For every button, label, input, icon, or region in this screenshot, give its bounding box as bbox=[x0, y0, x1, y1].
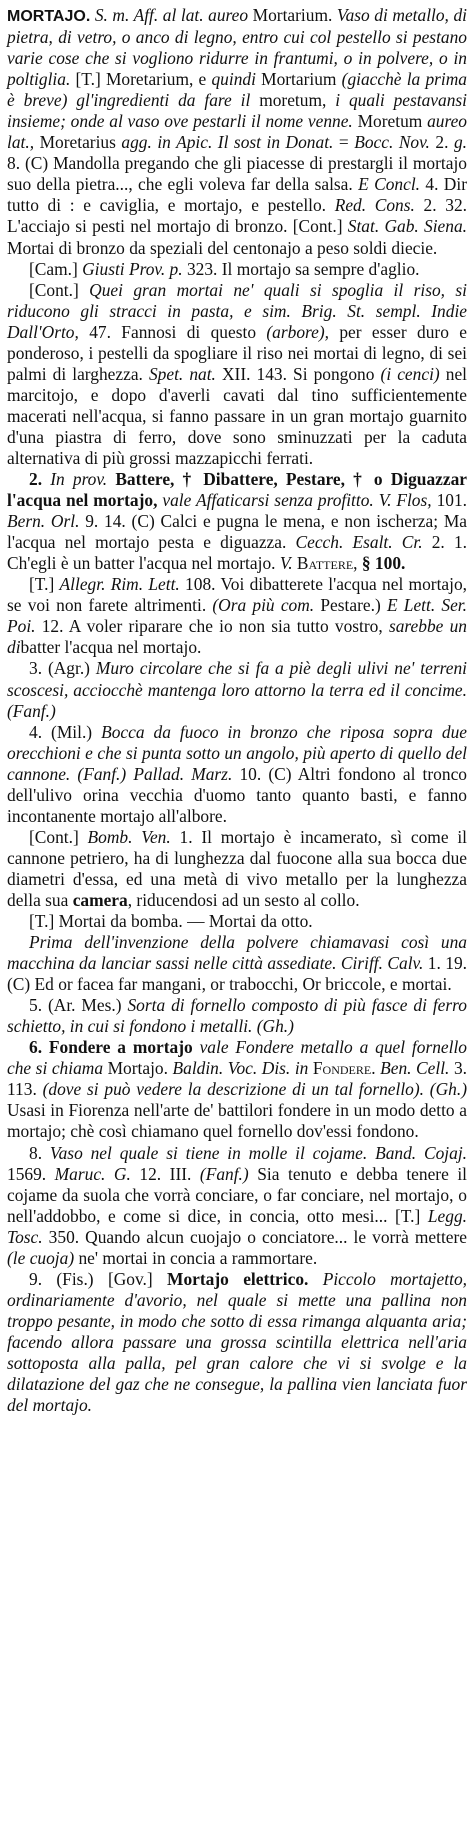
text-segment: aureo lat., bbox=[7, 111, 467, 153]
text-segment: 1. 19. (C) Ed or facea far mangani, or trabocchi, Or briccole, e mortai. bbox=[7, 953, 467, 995]
text-segment: 8. bbox=[29, 1142, 50, 1163]
text-segment: g. bbox=[453, 132, 468, 153]
text-segment: Red. Cons. bbox=[334, 195, 424, 216]
entry-paragraph bbox=[7, 469, 467, 574]
text-segment: E Concl. bbox=[358, 174, 426, 195]
text-segment: XII. 143. Si pongono bbox=[221, 363, 381, 384]
text-segment: Giusti Prov. p. bbox=[82, 258, 187, 279]
entry-paragraph bbox=[7, 911, 467, 932]
text-segment: Fondere. bbox=[312, 1058, 381, 1079]
text-segment: vale Fondere metallo a quel fornello che si chiama bbox=[7, 1037, 467, 1079]
text-segment: (i cenci) bbox=[380, 363, 446, 384]
text-segment: Mortajo. bbox=[107, 1058, 173, 1079]
text-segment: [Cont.] bbox=[29, 279, 90, 300]
text-segment: per esser duro e ponderoso, i pestelli da spogliare il riso nei mortai di legno, di sei palmi di larghezza. bbox=[7, 321, 467, 384]
text-segment: 6. Fondere a mortajo bbox=[29, 1037, 200, 1058]
text-segment: § 100. bbox=[361, 553, 406, 574]
text-segment: Bocca da fuoco in bronzo che riposa sopra due orecchioni e che si punta sotto un angolo, più aperto di quello del cannone. (Fanf.) Pallad. Marz. bbox=[7, 721, 468, 784]
text-segment: [T.] Mortai da bomba. — Mortai da otto. bbox=[29, 911, 313, 932]
text-segment: (le cuoja) bbox=[7, 1247, 79, 1268]
text-segment: Moretarius bbox=[39, 132, 122, 153]
text-segment: Mortajo elettrico. bbox=[167, 1268, 323, 1289]
text-segment: Muro circolare che si fa a piè degli ulivi ne' terreni scoscesi, acciocchè mantenga loro attorno la terra ed il concime. (Fanf.) bbox=[7, 658, 467, 721]
text-segment: Usasi in Fiorenza nell'arte de' battilori fondere in un modo detto a mortajo; chè così chiamano quel fornello dov'essi fondono. bbox=[7, 1100, 467, 1142]
text-segment: 108. Voi dibatterete l'acqua nel mortajo, se voi non farete altrimenti. bbox=[7, 574, 467, 616]
text-segment: Ben. Cell. bbox=[380, 1058, 454, 1079]
text-segment: 101. bbox=[436, 490, 467, 511]
entry-paragraph bbox=[7, 932, 467, 995]
text-segment: Mortarium. bbox=[252, 5, 337, 25]
text-segment: [T.] bbox=[29, 574, 60, 595]
text-segment: (arbore), bbox=[266, 321, 340, 342]
text-segment: Battere, † Dibattere, Pestare, † o Diguazzar l'acqua nel mortajo, bbox=[7, 469, 468, 511]
text-segment: 2. bbox=[29, 469, 51, 490]
text-segment: Quei gran mortai ne' quali si spoglia il riso, si riducono gli stracci in pasta, e sim. Brig. St. sempl. Indie Dall'Orto, bbox=[7, 279, 467, 342]
text-segment: Pestare.) bbox=[320, 595, 387, 616]
text-segment: (Ora più com. bbox=[212, 595, 321, 616]
text-segment: (dove si può vedere la descrizione di un tal fornello). (Gh.) bbox=[42, 1079, 467, 1100]
entry-paragraph bbox=[7, 995, 467, 1037]
text-segment: Vaso nel quale si tiene in molle il cojame. Band. Cojaj. bbox=[49, 1142, 468, 1163]
text-segment: batter l'acqua nel mortajo. bbox=[20, 637, 202, 658]
text-segment: Legg. Tosc. bbox=[7, 1205, 467, 1247]
text-segment: quindi bbox=[211, 69, 262, 90]
text-segment: Mortarium bbox=[261, 69, 342, 90]
text-segment: Stat. Gab. Siena. bbox=[347, 216, 467, 237]
entry-paragraph bbox=[7, 1143, 467, 1269]
text-segment: 8. (C) Mandolla pregando che gli piacesse di prestargli il mortajo suo della pietra..., che egli voleva far della salsa. bbox=[7, 153, 467, 195]
entry-paragraph bbox=[7, 280, 467, 469]
entry-paragraph bbox=[7, 827, 467, 911]
text-segment: 2. 32. L'acciajo si pesti nel mortajo di bronzo. [Cont.] bbox=[7, 195, 467, 237]
entry-paragraph bbox=[7, 722, 467, 827]
text-segment: Moretum bbox=[357, 111, 428, 132]
text-segment: E Lett. Ser. Poi. bbox=[7, 595, 467, 637]
text-segment: (Fanf.) bbox=[199, 1163, 258, 1184]
text-segment: [Cont.] bbox=[29, 826, 88, 847]
text-segment: 12. III. bbox=[139, 1163, 200, 1184]
text-segment: Maruc. G. bbox=[54, 1163, 140, 1184]
text-segment: Cecch. Esalt. Cr. bbox=[295, 532, 432, 553]
entry-paragraph bbox=[7, 574, 467, 658]
text-segment: Mortai di bronzo da speziali del centonajo a peso soldi diecie. bbox=[7, 237, 438, 258]
entry-paragraph bbox=[7, 658, 467, 721]
text-segment: 47. Fannosi di questo bbox=[89, 321, 267, 342]
text-segment: 1. Il mortajo è incamerato, sì come il cannone petriero, ha di lunghezza dal fuocone alla sua bocca due diametri d'essa, ed una metà di vivo metallo per la lunghezza della sua bbox=[7, 826, 467, 910]
text-segment: Vaso di metallo, di pietra, di vetro, o anco di legno, entro cui col pestello si pestano varie cose che si vogliono ridurre in frantumi, o in polvere, o in poltiglia. bbox=[7, 5, 467, 90]
text-segment: = bbox=[338, 132, 355, 153]
text-segment: 2. bbox=[435, 132, 454, 153]
entry-paragraph bbox=[7, 1269, 467, 1416]
entry-paragraph bbox=[7, 5, 467, 259]
text-segment: 323. Il mortajo sa sempre d'aglio. bbox=[186, 258, 420, 279]
text-segment: 12. A voler riparare che io non sia tutto vostro, bbox=[41, 616, 389, 637]
text-segment: 9. 14. (C) Calci e pugna le mena, e non ischerza; Ma l'acqua nel mortajo pesta e diguazza. bbox=[7, 511, 467, 553]
text-segment: S. m. Aff. al lat. aureo bbox=[90, 5, 253, 25]
text-segment: In prov. bbox=[50, 469, 116, 490]
text-segment: 2. 1. Ch'egli è un batter l'acqua nel mortajo. bbox=[7, 532, 467, 574]
text-segment: Spet. nat. bbox=[148, 363, 222, 384]
text-segment: agg. in Apic. Il sost in Donat. bbox=[121, 132, 339, 153]
text-segment: Bocc. Nov. bbox=[354, 132, 436, 153]
text-segment: i quali pestavansi insieme; onde al vaso ove pestarli il nome venne. bbox=[7, 90, 468, 132]
text-segment: 10. (C) Altri fondono al tronco dell'ulivo orina vecchia d'uomo tanto quanto basti, e fanno incontanente mortajo all'albore. bbox=[7, 763, 467, 826]
text-segment: (giacchè la prima è breve) gl'ingredienti da fare il bbox=[7, 69, 467, 111]
text-segment: 350. Quando alcun cuojajo o conciatore... le vorrà mettere bbox=[48, 1226, 468, 1247]
text-segment: Allegr. Rim. Lett. bbox=[59, 574, 186, 595]
text-segment: Sorta di fornello composto di più fasce di ferro schietto, in cui si fondono i metalli. (Gh.) bbox=[7, 995, 467, 1037]
text-segment: sarebbe un di bbox=[7, 616, 468, 658]
text-segment: [T.] Moretarium, e bbox=[75, 69, 212, 90]
text-segment: Prima dell'invenzione della polvere chiamavasi così una macchina da lanciar sassi nelle città assediate. Ciriff. Calv. bbox=[7, 932, 467, 974]
text-segment: 4. (Mil.) bbox=[29, 721, 102, 742]
text-segment: V. bbox=[279, 553, 297, 574]
text-segment: ne' mortai in concia a rammortare. bbox=[78, 1247, 318, 1268]
text-segment: moretum, bbox=[259, 90, 336, 111]
headword: MORTAJO. bbox=[7, 8, 91, 25]
text-segment: 3. (Agr.) bbox=[29, 658, 96, 679]
text-segment: 3. 113. bbox=[7, 1058, 467, 1100]
text-segment: Bomb. Ven. bbox=[87, 826, 180, 847]
text-segment: Bern. Orl. bbox=[7, 511, 86, 532]
text-segment: Sia tenuto e debba tenere il cojame da suola che vorrà conciare, o far conciare, nel mortajo, o nell'addobbo, e come si dice, in concia, otto mesi... [T.] bbox=[7, 1163, 468, 1226]
text-segment: Piccolo mortajetto, ordinariamente d'avorio, nel quale si mette una pallina non troppo pesante, in modo che sotto di essa rimanga alquanta aria; facendo allora passare una grossa scintilla elettrica nell'aria sottoposta alla palla, pel gran calore che vi si svolge e la dilatazione del gaz che ne consegue, la pallina vien lanciata fuor del mortajo. bbox=[7, 1268, 467, 1416]
entry-paragraph bbox=[7, 259, 467, 280]
text-segment: Baldin. Voc. Dis. in bbox=[172, 1058, 313, 1079]
text-segment: 1569. bbox=[7, 1163, 55, 1184]
text-segment: vale Affaticarsi senza profitto. V. Flos, bbox=[162, 490, 437, 511]
text-segment: 4. Dir tutto di : e caviglia, e mortajo, e pestello. bbox=[7, 174, 467, 216]
text-segment: [Cam.] bbox=[29, 258, 83, 279]
text-segment: Battere, bbox=[296, 553, 362, 574]
text-segment: 5. (Ar. Mes.) bbox=[29, 995, 128, 1016]
text-segment: camera bbox=[72, 889, 128, 910]
text-segment: nel marcitojo, e dopo d'averli cavati dal tino sufficientemente macerati nell'acqua, si fanno passare in un gran mortajo guarnito d'una piastra di ferro, dove sono sminuzzati per la caduta alternativa di più grossi mazzapicchi ferrati. bbox=[7, 363, 468, 468]
text-segment: , riducendosi ad un sesto al collo. bbox=[127, 889, 360, 910]
text-segment: 9. (Fis.) [Gov.] bbox=[29, 1268, 168, 1289]
entry-paragraph bbox=[7, 1037, 467, 1142]
